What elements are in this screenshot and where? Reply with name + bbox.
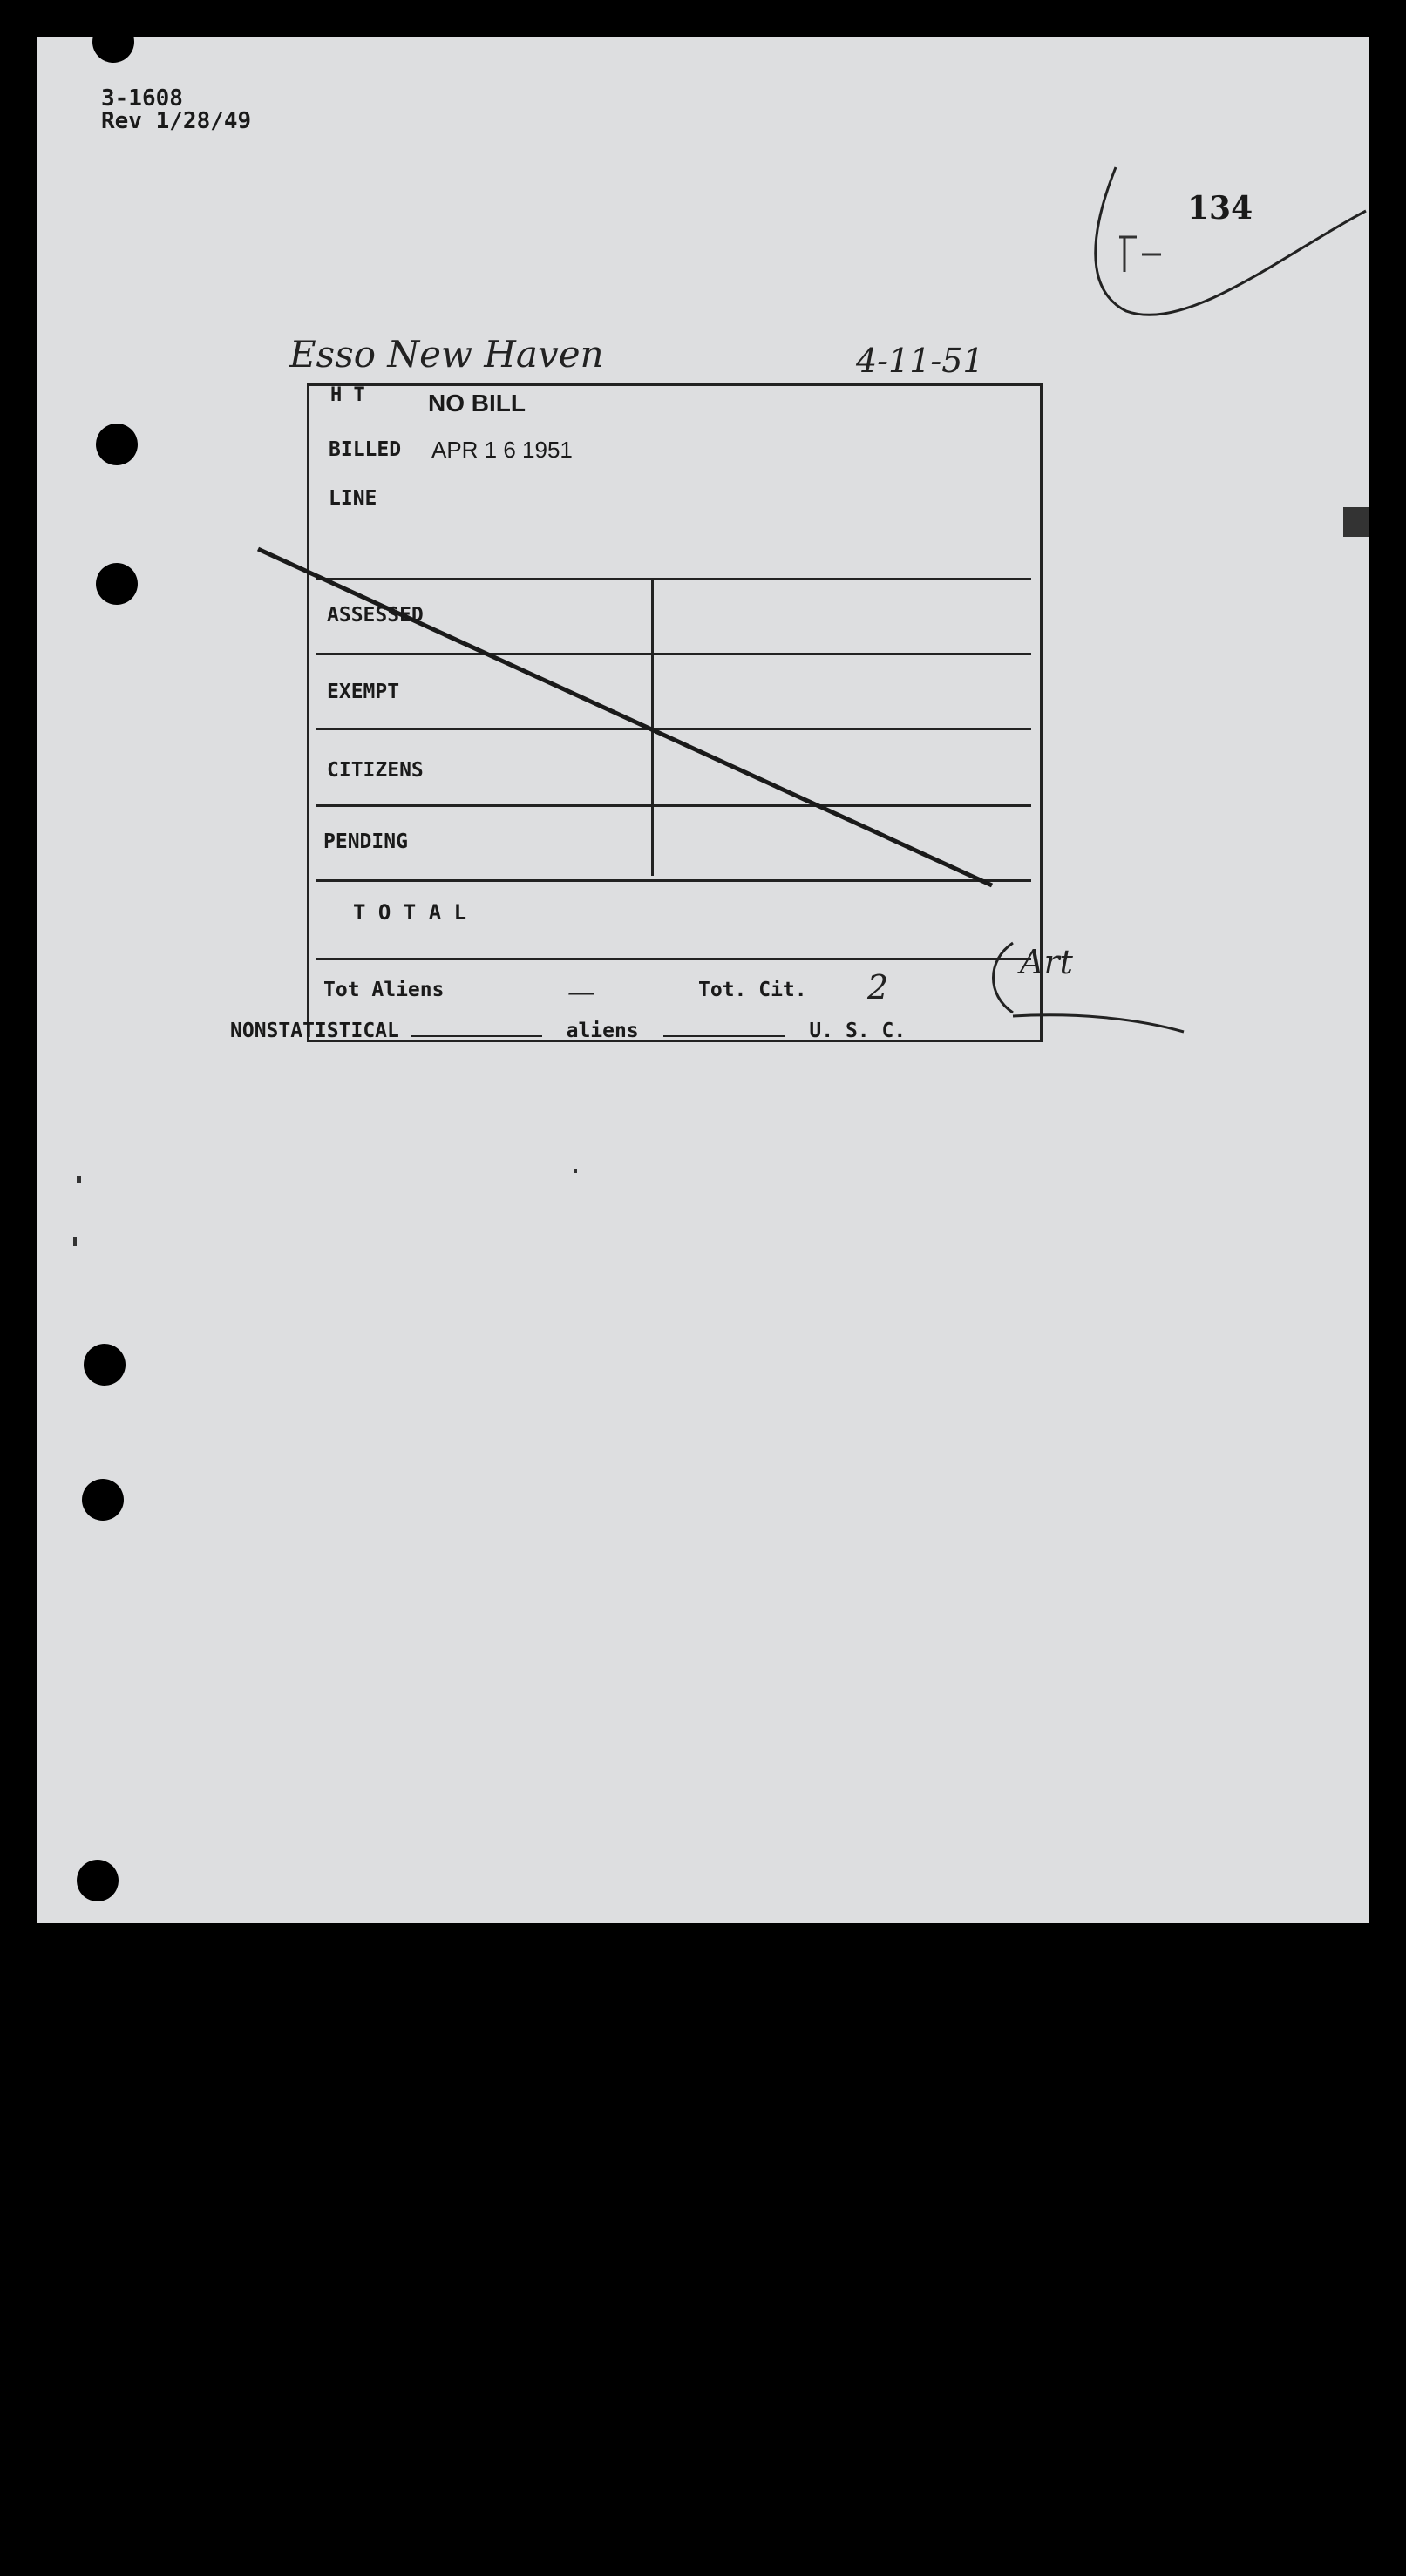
usc-label: U. S. C. — [809, 1020, 907, 1042]
row-label-citizens: CITIZENS — [327, 759, 424, 782]
handwritten-initials: Art — [1020, 943, 1073, 981]
handwritten-date: 4-11-51 — [856, 342, 984, 380]
document-page — [37, 37, 1369, 1923]
speck — [77, 1176, 81, 1183]
speck — [574, 1169, 577, 1173]
form-number: 3-1608 — [101, 85, 183, 112]
nonstatistical-blank — [411, 1035, 542, 1037]
row-label-pending: PENDING — [323, 830, 408, 853]
total-label: T O T A L — [353, 900, 467, 925]
speck — [73, 1237, 77, 1246]
no-bill-stamp: NO BILL — [428, 390, 526, 417]
billed-date-stamp: APR 1 6 1951 — [431, 437, 573, 463]
row-label-assessed: ASSESSED — [327, 604, 424, 627]
binder-hole — [84, 1344, 126, 1386]
binder-hole — [82, 1479, 124, 1521]
nonstatistical-line — [230, 1020, 906, 1042]
cancel-strike-line — [37, 37, 1369, 1082]
file-number: 134 — [1187, 190, 1253, 227]
tot-aliens-label: Tot Aliens — [323, 979, 445, 1001]
handwritten-location: Esso New Haven — [289, 333, 604, 376]
initials-underline — [978, 934, 1196, 1039]
aliens-label: aliens — [566, 1020, 639, 1042]
tot-cit-value: 2 — [867, 968, 889, 1007]
billed-label: BILLED — [329, 438, 402, 461]
tot-cit-label: Tot. Cit. — [698, 979, 807, 1001]
binder-hole — [77, 1860, 119, 1901]
manifest-mark: H T — [330, 384, 365, 406]
nonstatistical-label: NONSTATISTICAL — [230, 1020, 399, 1042]
aliens-blank — [663, 1035, 785, 1037]
tot-aliens-value: — — [567, 975, 595, 1008]
row-label-exempt: EXEMPT — [327, 681, 400, 703]
form-revision: Rev 1/28/49 — [101, 108, 252, 134]
line-label: LINE — [329, 487, 377, 510]
